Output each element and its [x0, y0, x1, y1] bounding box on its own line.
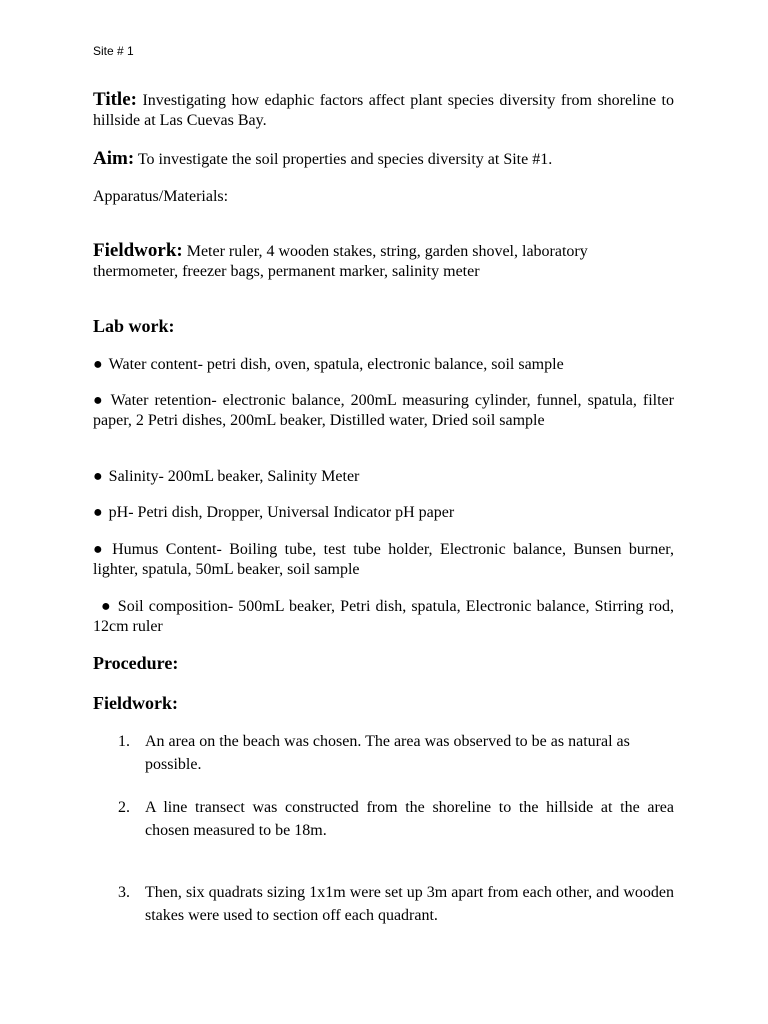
- bullet-icon: ●: [93, 392, 105, 409]
- step-text: An area on the beach was chosen. The area was observed to be as natural as possible.: [145, 733, 630, 773]
- title-label: Title:: [93, 89, 137, 110]
- step-number: 3.: [118, 884, 130, 901]
- lab-item: [93, 597, 674, 636]
- bullet-icon: ●: [93, 541, 107, 558]
- lab-item-text: pH- Petri dish, Dropper, Universal Indicator pH paper: [108, 504, 455, 521]
- lab-item: [93, 467, 674, 487]
- bullet-icon: ●: [93, 356, 103, 373]
- step-text: Then, six quadrats sizing 1x1m were set up 3m apart from each other, and wooden stakes were used to section off each quadrant.: [145, 884, 674, 924]
- fieldwork-materials-text: Meter ruler, 4 wooden stakes, string, garden shovel, laboratory thermometer, freezer bags, permanent marker, salinity meter: [93, 243, 588, 280]
- procedure-heading: Procedure:: [93, 653, 179, 673]
- lab-item-text: Water retention- electronic balance, 200mL measuring cylinder, funnel, spatula, filter paper, 2 Petri dishes, 200mL beaker, Distilled water, Dried soil sample: [93, 392, 674, 429]
- aim-label: Aim:: [93, 148, 135, 169]
- fieldwork-materials-paragraph: [93, 241, 674, 281]
- bullet-icon: ●: [101, 598, 112, 615]
- step-text: A line transect was constructed from the shoreline to the hillside at the area chosen measured to be 18m.: [145, 799, 674, 839]
- lab-item: [93, 540, 674, 579]
- labwork-heading: Lab work:: [93, 316, 175, 336]
- fieldwork-label: Fieldwork:: [93, 240, 183, 261]
- aim-text: To investigate the soil properties and species diversity at Site #1.: [134, 151, 553, 168]
- page-header: Site # 1: [93, 44, 134, 58]
- lab-item: [93, 355, 674, 375]
- title-text: Investigating how edaphic factors affect plant species diversity from shoreline to hillside at Las Cuevas Bay.: [93, 92, 674, 129]
- procedure-fieldwork-heading: Fieldwork:: [93, 693, 178, 713]
- apparatus-heading: Apparatus/Materials:: [93, 188, 229, 205]
- bullet-icon: ●: [93, 504, 103, 521]
- step-number: 2.: [118, 799, 130, 816]
- procedure-step: [118, 731, 674, 776]
- procedure-step: [118, 882, 674, 927]
- lab-item: [93, 503, 674, 523]
- title-paragraph: [93, 90, 674, 130]
- lab-item-text: Salinity- 200mL beaker, Salinity Meter: [108, 468, 360, 485]
- lab-item-text: Humus Content- Boiling tube, test tube holder, Electronic balance, Bunsen burner, lighter, spatula, 50mL beaker, soil sample: [93, 541, 674, 578]
- procedure-step: [118, 797, 674, 842]
- lab-item: [93, 391, 674, 430]
- step-number: 1.: [118, 733, 130, 750]
- aim-paragraph: [93, 149, 674, 170]
- lab-item-text: Water content- petri dish, oven, spatula, electronic balance, soil sample: [108, 356, 564, 373]
- lab-item-text: Soil composition- 500mL beaker, Petri dish, spatula, Electronic balance, Stirring rod, 12cm ruler: [93, 598, 674, 635]
- bullet-icon: ●: [93, 468, 103, 485]
